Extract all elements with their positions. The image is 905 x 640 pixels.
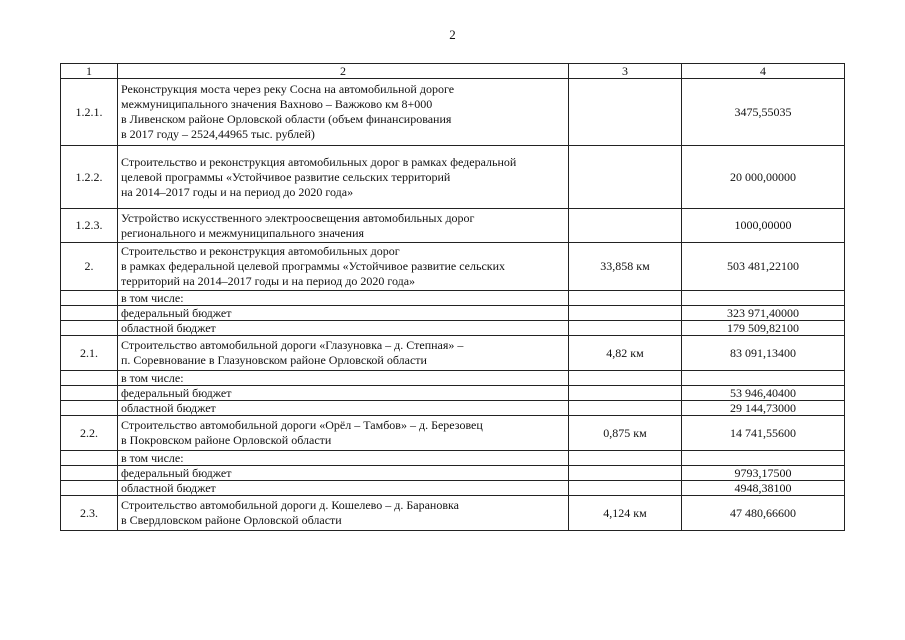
table-row [61, 451, 845, 466]
row-description [118, 386, 569, 401]
row-number: 1.2.1. [61, 79, 118, 146]
row-number [61, 451, 118, 466]
row-amount: 503 481,22100 [682, 243, 845, 291]
description-line: Строительство автомобильной дороги «Глазуновка – д. Степная» – [121, 338, 464, 352]
header-row [61, 64, 845, 79]
row-amount: 179 509,82100 [682, 321, 845, 336]
row-amount: 53 946,40400 [682, 386, 845, 401]
description-line: в том числе: [121, 451, 184, 465]
description-line: в том числе: [121, 291, 184, 305]
header-col-2: 2 [118, 64, 569, 79]
row-amount: 14 741,55600 [682, 416, 845, 451]
description-line: территорий на 2014–2017 годы и на период до 2020 года» [121, 274, 416, 288]
table-row [61, 321, 845, 336]
row-length: 4,124 км [569, 496, 682, 531]
row-number [61, 386, 118, 401]
row-description [118, 146, 569, 209]
row-length [569, 79, 682, 146]
row-amount [682, 291, 845, 306]
row-description [118, 451, 569, 466]
description-line: Строительство автомобильной дороги д. Кошелево – д. Барановка [121, 498, 459, 512]
row-number [61, 291, 118, 306]
row-amount: 47 480,66600 [682, 496, 845, 531]
row-number: 2. [61, 243, 118, 291]
table-row [61, 401, 845, 416]
row-amount: 4948,38100 [682, 481, 845, 496]
row-length [569, 451, 682, 466]
row-amount: 29 144,73000 [682, 401, 845, 416]
row-number [61, 401, 118, 416]
description-line: регионального и межмуниципального значения [121, 225, 365, 240]
table-row [61, 209, 845, 243]
row-description [118, 321, 569, 336]
row-length [569, 481, 682, 496]
header-col-3: 3 [569, 64, 682, 79]
description-line: Устройство искусственного электроосвещения автомобильных дорог [121, 210, 475, 225]
description-line: Строительство и реконструкция автомобильных дорог в рамках федеральной [121, 154, 517, 169]
table-row [61, 416, 845, 451]
header-col-4: 4 [682, 64, 845, 79]
row-description [118, 371, 569, 386]
row-length [569, 209, 682, 243]
row-number: 2.2. [61, 416, 118, 451]
table-row [61, 243, 845, 291]
row-description [118, 291, 569, 306]
row-length [569, 371, 682, 386]
description-line: в рамках федеральной целевой программы «Устойчивое развитие сельских [121, 259, 506, 273]
description-line: федеральный бюджет [121, 306, 232, 320]
row-description [118, 336, 569, 371]
table-row [61, 466, 845, 481]
description-line: п. Соревнование в Глазуновском районе Орловской области [121, 353, 427, 367]
row-description [118, 401, 569, 416]
description-line: Строительство автомобильной дороги «Орёл – Тамбов» – д. Березовец [121, 418, 483, 432]
row-number: 1.2.2. [61, 146, 118, 209]
table-row [61, 496, 845, 531]
row-amount: 9793,17500 [682, 466, 845, 481]
row-amount: 1000,00000 [682, 209, 845, 243]
row-length [569, 291, 682, 306]
header-col-1: 1 [61, 64, 118, 79]
page-number: 2 [449, 27, 456, 42]
table-row [61, 386, 845, 401]
description-line: в Свердловском районе Орловской области [121, 513, 342, 527]
row-number [61, 306, 118, 321]
row-description [118, 79, 569, 146]
row-number [61, 321, 118, 336]
description-line: Строительство и реконструкция автомобильных дорог [121, 244, 400, 258]
row-number [61, 481, 118, 496]
row-length: 4,82 км [569, 336, 682, 371]
row-number: 2.3. [61, 496, 118, 531]
table-row [61, 291, 845, 306]
description-line: Реконструкция моста через реку Сосна на автомобильной дороге [121, 82, 455, 96]
row-length [569, 401, 682, 416]
row-amount [682, 451, 845, 466]
row-amount [682, 371, 845, 386]
row-amount: 323 971,40000 [682, 306, 845, 321]
description-line: межмуниципального значения Вахново – Важжово км 8+000 [121, 97, 433, 111]
description-line: областной бюджет [121, 401, 216, 415]
description-line: в Ливенском районе Орловской области (объем финансирования [121, 112, 452, 126]
description-line: федеральный бюджет [121, 466, 232, 480]
row-length [569, 321, 682, 336]
table-body [61, 64, 845, 531]
row-amount: 3475,55035 [682, 79, 845, 146]
row-amount: 83 091,13400 [682, 336, 845, 371]
table-row [61, 481, 845, 496]
description-line: федеральный бюджет [121, 386, 232, 400]
row-description [118, 481, 569, 496]
row-length: 33,858 км [569, 243, 682, 291]
row-number: 1.2.3. [61, 209, 118, 243]
row-number [61, 371, 118, 386]
row-description [118, 496, 569, 531]
description-line: областной бюджет [121, 481, 216, 495]
description-line: целевой программы «Устойчивое развитие сельских территорий [121, 169, 451, 184]
row-length [569, 306, 682, 321]
row-description [118, 243, 569, 291]
row-number [61, 466, 118, 481]
financing-table [60, 63, 845, 531]
table-row [61, 306, 845, 321]
description-line: в 2017 году – 2524,44965 тыс. рублей) [121, 127, 315, 141]
row-number: 2.1. [61, 336, 118, 371]
description-line: областной бюджет [121, 321, 216, 335]
description-line: в Покровском районе Орловской области [121, 433, 332, 447]
row-amount: 20 000,00000 [682, 146, 845, 209]
row-length [569, 386, 682, 401]
description-line: на 2014–2017 годы и на период до 2020 года» [121, 184, 354, 199]
row-length [569, 466, 682, 481]
row-length: 0,875 км [569, 416, 682, 451]
row-description [118, 466, 569, 481]
description-line: в том числе: [121, 371, 184, 385]
row-description [118, 209, 569, 243]
row-description [118, 306, 569, 321]
table-row [61, 371, 845, 386]
row-length [569, 146, 682, 209]
table-row [61, 336, 845, 371]
table-row [61, 146, 845, 209]
table-row [61, 79, 845, 146]
row-description [118, 416, 569, 451]
